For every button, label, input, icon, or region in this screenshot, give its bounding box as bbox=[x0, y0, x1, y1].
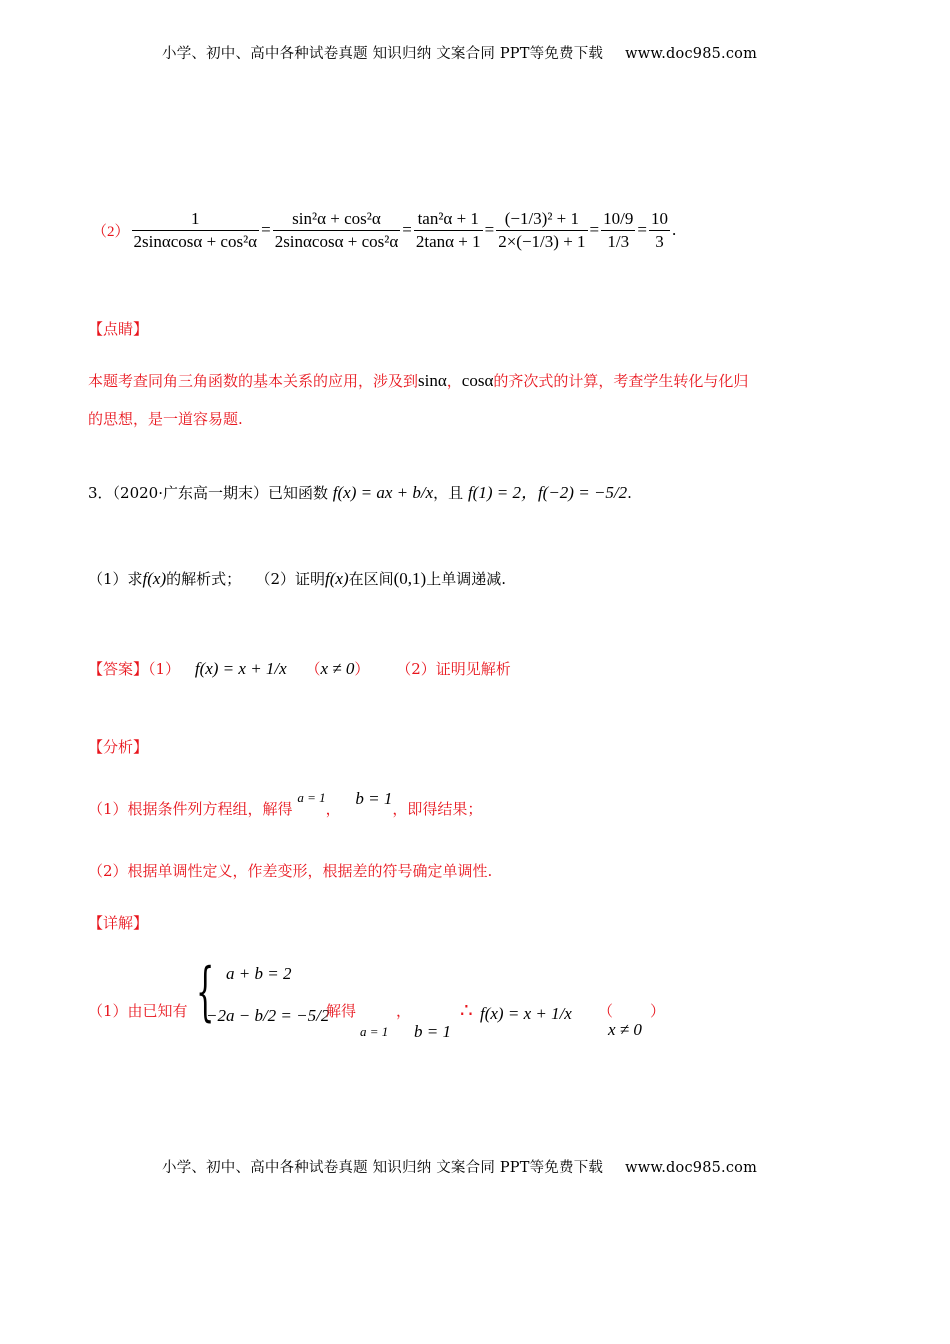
q3-parts bbox=[88, 568, 506, 589]
fraction-result bbox=[649, 208, 670, 252]
answer-expression: f(x) = x + 1/x bbox=[194, 659, 287, 678]
sin-alpha: sinα bbox=[418, 371, 447, 390]
q3-part1: （1）求 bbox=[88, 570, 143, 588]
fraction-2-num: sin²α + cos²α bbox=[292, 209, 381, 229]
q3-part2: （2）证明 bbox=[255, 570, 326, 588]
equals-sign: = bbox=[261, 220, 271, 239]
q3-end: . bbox=[627, 484, 632, 502]
fraction-3 bbox=[414, 208, 483, 252]
analysis-line2: （2）根据单调性定义，作差变形，根据差的符号确定单调性. bbox=[88, 862, 493, 880]
dianjing-heading: 【点睛】 bbox=[88, 320, 149, 338]
paren-open: （ bbox=[305, 660, 321, 678]
analysis-line1-b: ，即得结果； bbox=[392, 800, 483, 818]
fraction-5 bbox=[601, 208, 635, 252]
dianjing-line2: 的思想，是一道容易题. bbox=[88, 410, 243, 428]
q3-part1-b: 的解析式； bbox=[166, 570, 242, 588]
answer-line bbox=[88, 658, 511, 679]
fraction-5-den: 1/3 bbox=[601, 230, 635, 252]
b-equals-1: b = 1 bbox=[355, 789, 393, 808]
detail-solve: 解得 bbox=[326, 1002, 357, 1020]
cos-alpha: cosα bbox=[461, 371, 494, 390]
q3-function: f(x) = ax + b/x bbox=[332, 483, 434, 502]
equals-sign: = bbox=[637, 220, 647, 239]
equation-2: −2a − b/2 = −5/2 bbox=[206, 1006, 330, 1025]
equals-sign: = bbox=[484, 220, 495, 239]
a-equals-1: a = 1 bbox=[297, 790, 326, 805]
paren-close: ） bbox=[650, 1002, 666, 1020]
fraction-4 bbox=[496, 208, 587, 252]
footer-text: 小学、初中、高中各种试卷真题 知识归纳 文案合同 PPT等免费下载 bbox=[162, 1160, 604, 1176]
fraction-2-den: 2sinαcosα + cos²α bbox=[274, 231, 399, 251]
fraction-3-den: 2tanα + 1 bbox=[415, 231, 481, 251]
comma: ， bbox=[446, 372, 462, 390]
period: . bbox=[671, 220, 677, 239]
analysis-line1 bbox=[88, 789, 483, 819]
paren-close: ） bbox=[354, 660, 370, 678]
comma: ， bbox=[396, 1002, 412, 1020]
fraction-3-num: tan²α + 1 bbox=[417, 209, 479, 229]
q3-stem bbox=[88, 478, 632, 503]
left-brace: { bbox=[196, 955, 215, 1029]
comma: ， bbox=[325, 800, 341, 818]
answer-heading: 【答案】 bbox=[88, 660, 149, 678]
detail-lead: （1）由已知有 bbox=[88, 1002, 188, 1020]
q3-part2-c: 上单调递减. bbox=[426, 570, 506, 588]
page-header bbox=[162, 42, 757, 63]
fraction-result-den: 3 bbox=[649, 230, 670, 252]
detail-function: f(x) = x + 1/x bbox=[480, 1004, 572, 1023]
header-url[interactable]: www.doc985.com bbox=[625, 46, 758, 62]
answer-part2: （2）证明见解析 bbox=[396, 660, 511, 678]
fraction-4-num: (−1/3)² + 1 bbox=[504, 209, 580, 229]
fx: f(x) bbox=[325, 569, 349, 588]
part2-label: （2） bbox=[92, 223, 130, 240]
q3-and: ，且 bbox=[433, 484, 464, 502]
equals-sign: = bbox=[589, 220, 600, 239]
q3-prefix: 3．（2020·广东高一期末）已知函数 bbox=[88, 484, 328, 502]
fraction-1-num: 1 bbox=[191, 209, 200, 229]
therefore-symbol: ∴ bbox=[460, 998, 473, 1022]
equals-sign: = bbox=[402, 220, 412, 239]
fraction-2 bbox=[273, 208, 401, 252]
page-footer bbox=[162, 1156, 757, 1177]
analysis-line1-a: （1）根据条件列方程组，解得 bbox=[88, 800, 293, 818]
answer-part1: （1） bbox=[148, 660, 181, 678]
equation-1: a + b = 2 bbox=[226, 964, 292, 983]
header-text: 小学、初中、高中各种试卷真题 知识归纳 文案合同 PPT等免费下载 bbox=[162, 46, 604, 62]
paren-open: （ bbox=[598, 1002, 614, 1020]
part2-derivation bbox=[92, 190, 676, 270]
fraction-5-num: 10/9 bbox=[603, 209, 634, 229]
fx: f(x) bbox=[142, 569, 167, 588]
detail-heading: 【详解】 bbox=[88, 914, 149, 932]
fraction-1-den: 2sinαcosα + cos²α bbox=[133, 231, 258, 251]
footer-url[interactable]: www.doc985.com bbox=[625, 1160, 758, 1176]
answer-condition: x ≠ 0 bbox=[320, 659, 355, 678]
dianjing-line1-b: 的齐次式的计算，考查学生转化与化归 bbox=[493, 372, 749, 390]
fraction-1 bbox=[132, 208, 260, 252]
b-equals-1: b = 1 bbox=[414, 1022, 451, 1041]
q3-conditions: f(1) = 2，f(−2) = −5/2 bbox=[467, 483, 628, 502]
interval: (0,1) bbox=[393, 569, 427, 588]
fraction-result-num: 10 bbox=[650, 209, 668, 229]
fraction-4-den: 2×(−1/3) + 1 bbox=[498, 231, 586, 251]
analysis-heading: 【分析】 bbox=[88, 738, 149, 756]
q3-part2-b: 在区间 bbox=[348, 570, 394, 588]
dianjing-line1 bbox=[88, 370, 748, 391]
detail-condition: x ≠ 0 bbox=[608, 1020, 642, 1039]
dianjing-line1-a: 本题考查同角三角函数的基本关系的应用，涉及到 bbox=[88, 372, 419, 390]
a-equals-1: a = 1 bbox=[360, 1024, 389, 1039]
